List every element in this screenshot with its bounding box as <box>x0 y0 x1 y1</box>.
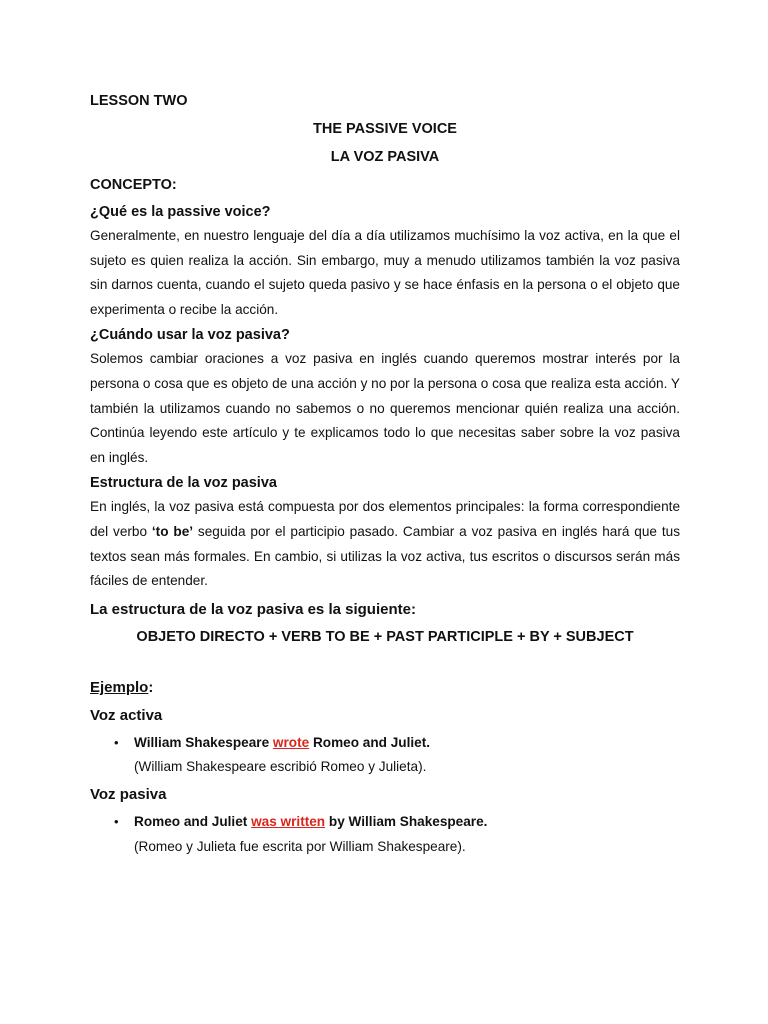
active-example <box>90 731 680 756</box>
passive-sentence-post: by William Shakespeare. <box>325 813 488 829</box>
passive-translation: (Romeo y Julieta fue escrita por William Shakespeare). <box>134 838 466 854</box>
active-example-list <box>90 731 680 780</box>
active-translation: (William Shakespeare escribió Romeo y Julieta). <box>134 759 427 775</box>
structure-heading: Estructura de la voz pasiva <box>90 475 277 492</box>
structure-text-b: seguida por el participio pasado. Cambiar a voz pasiva en inglés hará que tus textos sean más formales. En cambio, si utilizas la voz activa, tus escritos o discursos serán más fáciles de entender. <box>90 523 680 589</box>
title-english: THE PASSIVE VOICE <box>313 121 457 137</box>
example-colon: : <box>148 678 154 696</box>
paragraph-usage: Solemos cambiar oraciones a voz pasiva en inglés cuando queremos mostrar interés por la persona o cosa que es objeto de una acción y no por la persona o cosa que realiza esta acción. Y también la utilizamos cuando no sabemos o no queremos mencionar quién realiza una acción. Continúa leyendo este artículo y te explicamos todo lo que necesitas saber sobre la voz pasiva en inglés. <box>90 351 680 465</box>
concept-heading: CONCEPTO: <box>90 177 177 193</box>
structure-to-be: ‘to be’ <box>151 523 194 539</box>
paragraph-structure <box>90 495 680 593</box>
passive-sentence <box>134 814 487 829</box>
passive-voice-heading: Voz pasiva <box>90 785 167 803</box>
paragraph-definition: Generalmente, en nuestro lenguaje del día a día utilizamos muchísimo la voz activa, en la que el sujeto es quien realiza la acción. Sin embargo, muy a menudo utilizamos también la voz pasiva sin darnos cuenta, cuando el sujeto queda pasivo y se hace énfasis en la persona o el objeto que experimenta o recibe la acción. <box>90 228 680 317</box>
passive-example-list <box>90 810 680 859</box>
bullet-dot: • <box>114 734 119 750</box>
example-label: Ejemplo <box>90 678 149 696</box>
passive-example <box>90 810 680 835</box>
example-heading <box>90 679 680 697</box>
active-voice-heading: Voz activa <box>90 706 163 724</box>
passive-verb-highlight: was written <box>251 813 326 829</box>
bullet-dot: • <box>114 813 119 829</box>
structure-text-a: En inglés, la voz pasiva está compuesta por dos elementos principales: la forma correspondiente del verbo <box>90 499 680 539</box>
active-sentence-pre: William Shakespeare <box>134 734 273 750</box>
title-spanish: LA VOZ PASIVA <box>330 149 440 165</box>
lesson-label: LESSON TWO <box>90 93 188 109</box>
question-what: ¿Qué es la passive voice? <box>90 204 271 220</box>
structure-is-heading: La estructura de la voz pasiva es la siguiente: <box>90 600 416 618</box>
active-verb-highlight: wrote <box>272 734 310 750</box>
passive-sentence-pre: Romeo and Juliet <box>134 813 252 829</box>
question-when: ¿Cuándo usar la voz pasiva? <box>90 327 290 344</box>
active-sentence-post: Romeo and Juliet. <box>309 734 431 750</box>
active-sentence <box>134 735 430 750</box>
structure-formula: OBJETO DIRECTO + VERB TO BE + PAST PARTICIPLE + BY + SUBJECT <box>136 628 634 645</box>
